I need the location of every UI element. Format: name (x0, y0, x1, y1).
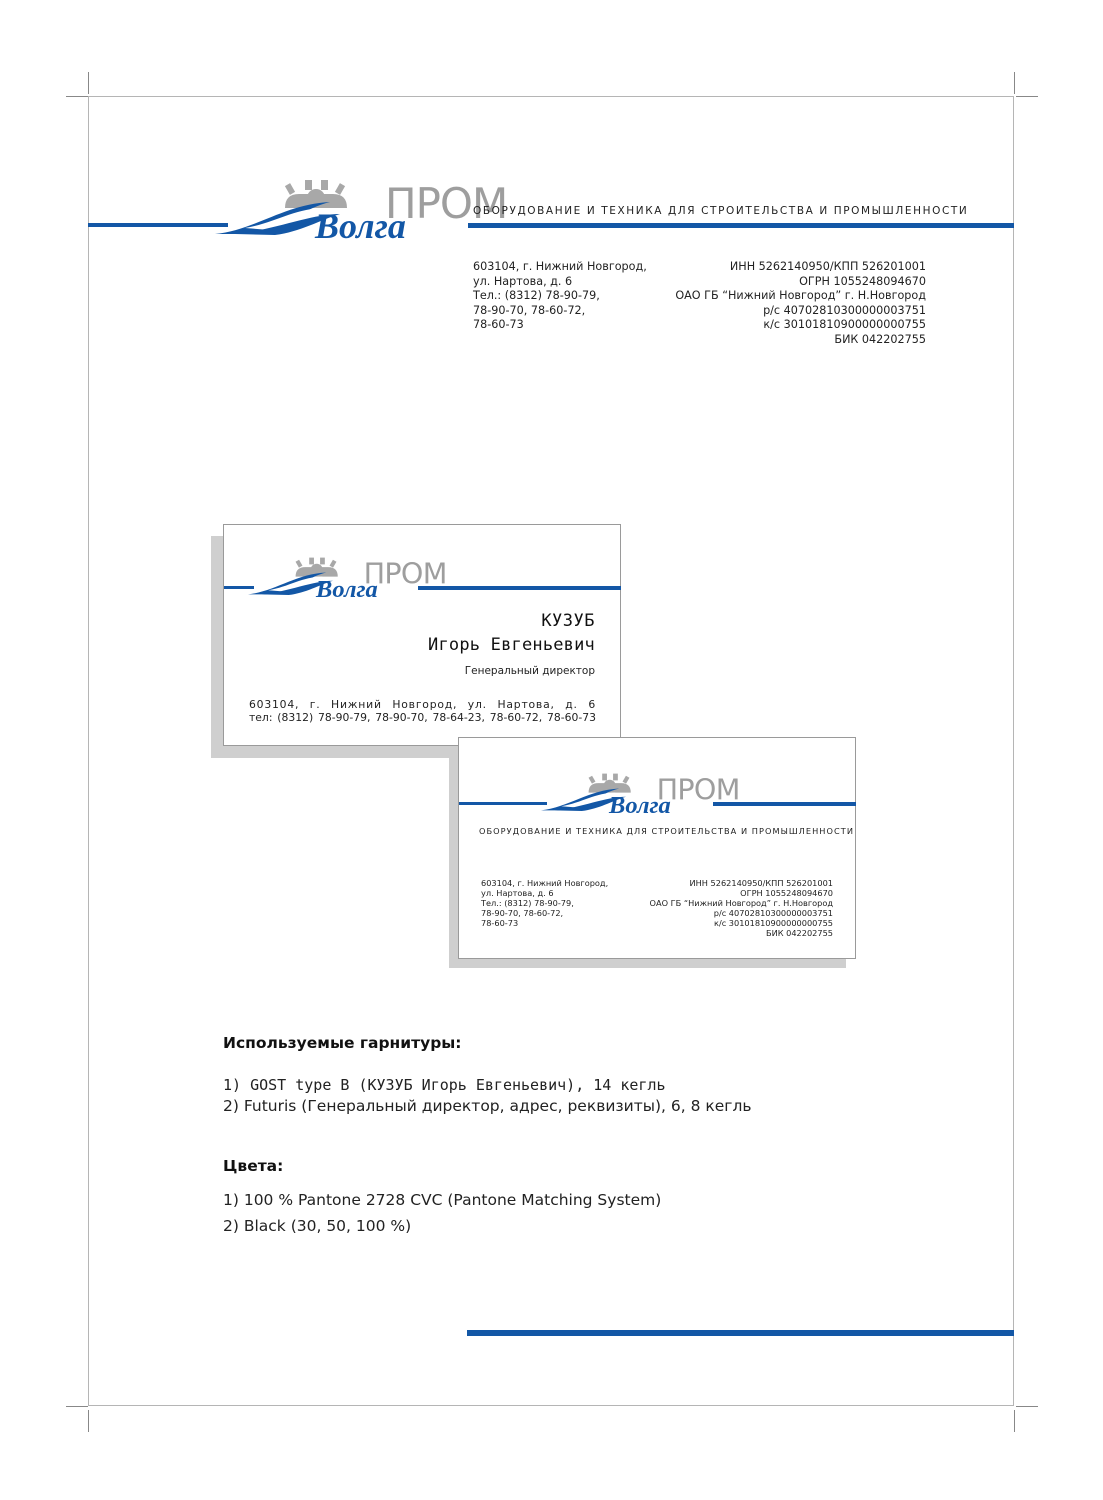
letterhead-right-bar (468, 223, 1014, 228)
letterhead-left-bar (88, 223, 228, 227)
card-full-name: Игорь Евгеньевич (428, 635, 595, 655)
letterhead-requisites (675, 260, 926, 348)
logo-graphic (541, 772, 740, 820)
crop-mark (1016, 96, 1038, 97)
address-line: Тел.: (8312) 78-90-79, (481, 898, 574, 908)
requisites-line: ОГРН 1055248094670 (799, 274, 926, 288)
svg-text:ПРОМ: ПРОМ (385, 179, 508, 228)
brand-logo (215, 178, 508, 246)
logo-graphic (248, 556, 447, 604)
crop-mark (1014, 1410, 1015, 1432)
address-line: 603104, г. Нижний Новгород, (481, 878, 609, 888)
crop-mark (1016, 1406, 1038, 1407)
card-front-right-bar (418, 586, 621, 590)
address-line: 603104, г. Нижний Новгород, (473, 260, 647, 273)
crop-mark (88, 72, 89, 94)
fonts-item-1: 1) GOST type B (КУЗУБ Игорь Евгеньевич), 14 кегль (223, 1076, 666, 1094)
colors-item-1: 1) 100 % Pantone 2728 CVC (Pantone Matching System) (223, 1191, 662, 1209)
address-line: ул. Нартова, д. 6 (473, 274, 573, 288)
card-back-address (481, 878, 608, 928)
svg-text:ПРОМ: ПРОМ (363, 556, 447, 591)
letterhead-tagline: ОБОРУДОВАНИЕ И ТЕХНИКА ДЛЯ СТРОИТЕЛЬСТВА И ПРОМЫШЛЕННОСТИ (473, 205, 969, 217)
requisites-line: ОАО ГБ “Нижний Новгород” г. Н.Новгород (675, 289, 926, 303)
letterhead-address (473, 260, 647, 333)
address-line: 78-90-70, 78-60-72, (473, 303, 586, 317)
svg-text:ПРОМ: ПРОМ (656, 772, 740, 807)
card-surname: КУЗУБ (541, 611, 595, 631)
svg-text:Волга: Волга (316, 576, 378, 604)
crop-mark (1014, 72, 1015, 94)
card-address: 603104, г. Нижний Новгород, ул. Нартова, д. 6 (249, 698, 596, 711)
requisites-line: БИК 042202755 (834, 332, 926, 346)
card-front (223, 524, 621, 746)
card-phones: тел: (8312) 78-90-79, 78-90-70, 78-64-23, 78-60-72, 78-60-73 (249, 711, 596, 724)
requisites-line: ИНН 5262140950/КПП 526201001 (689, 878, 833, 888)
fonts-item-2: 2) Futuris (Генеральный директор, адрес, реквизиты), 6, 8 кегль (223, 1097, 752, 1115)
svg-text:Волга: Волга (609, 792, 671, 820)
fonts-heading: Используемые гарнитуры: (223, 1034, 462, 1052)
requisites-line: р/с 40702810300000003751 (763, 303, 926, 317)
svg-text:Волга: Волга (315, 206, 406, 246)
requisites-line: ОАО ГБ “Нижний Новгород” г. Н.Новгород (649, 898, 833, 908)
requisites-line: к/с 30101810900000000755 (714, 918, 833, 928)
footer-bar (467, 1330, 1014, 1336)
card-back-left-bar (459, 802, 547, 805)
card-back-requisites (650, 878, 833, 938)
address-line: Тел.: (8312) 78-90-79, (473, 289, 600, 303)
logo-graphic (215, 178, 508, 246)
crop-mark (66, 96, 88, 97)
crop-mark (88, 1410, 89, 1432)
address-line: ул. Нартова, д. 6 (481, 888, 554, 898)
address-line: 78-60-73 (481, 918, 519, 928)
address-line: 78-90-70, 78-60-72, (481, 908, 564, 918)
card-back-tagline: ОБОРУДОВАНИЕ И ТЕХНИКА ДЛЯ СТРОИТЕЛЬСТВА И ПРОМЫШЛЕННОСТИ (479, 826, 855, 836)
requisites-line: БИК 042202755 (765, 928, 833, 938)
requisites-line: р/с 40702810300000003751 (713, 908, 833, 918)
card-back (458, 737, 856, 959)
requisites-line: к/с 30101810900000000755 (763, 318, 926, 332)
address-line: 78-60-73 (473, 318, 524, 332)
requisites-line: ИНН 5262140950/КПП 526201001 (729, 260, 926, 273)
card-back-logo (541, 772, 740, 820)
requisites-line: ОГРН 1055248094670 (740, 888, 833, 898)
card-front-logo (248, 556, 447, 604)
crop-mark (66, 1406, 88, 1407)
colors-heading: Цвета: (223, 1157, 284, 1175)
colors-item-2: 2) Black (30, 50, 100 %) (223, 1217, 412, 1235)
card-position: Генеральный директор (464, 665, 595, 677)
